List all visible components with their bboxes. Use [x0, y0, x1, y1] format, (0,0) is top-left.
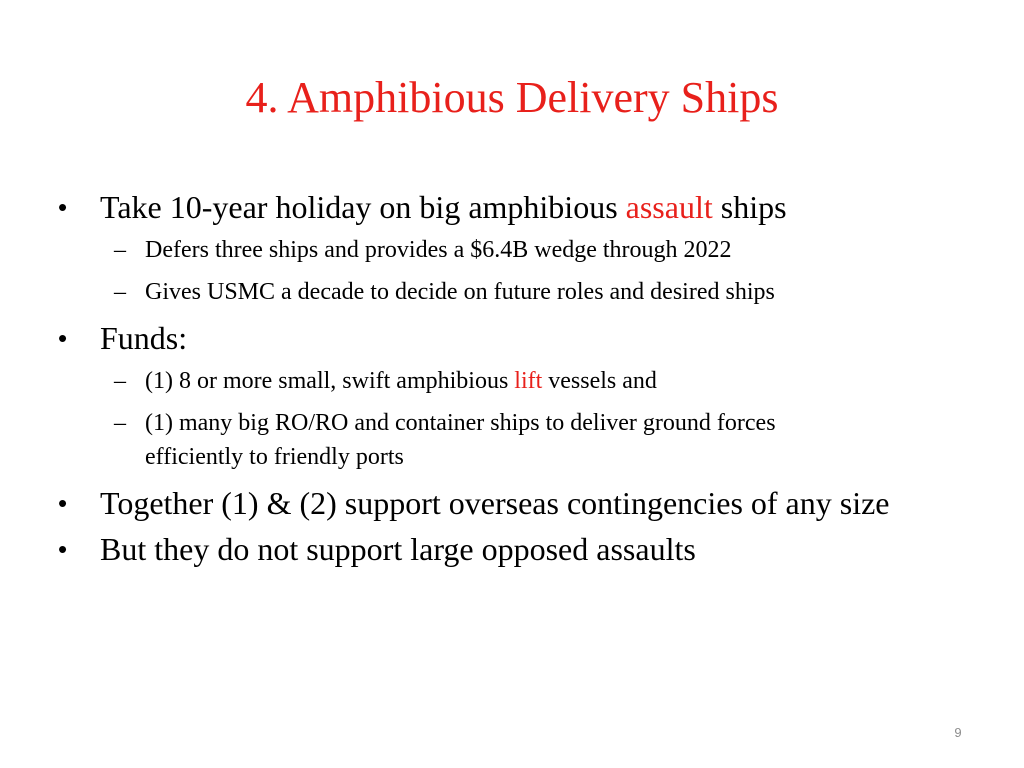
- page-number: 9: [954, 725, 962, 740]
- sub-bullet-text: vessels and: [542, 368, 657, 394]
- highlight-word: assault: [625, 189, 713, 225]
- bullet-text: ships: [712, 189, 787, 225]
- dash-icon: –: [114, 237, 126, 263]
- bullet-text: Funds:: [100, 320, 188, 356]
- slide-content: [58, 187, 978, 575]
- bullet-item: [58, 318, 978, 358]
- bullet-dot-icon: •: [58, 323, 68, 353]
- sub-bullet-text: Gives USMC a decade to decide on future roles and desired ships: [145, 279, 775, 305]
- bullet-text: Take 10-year holiday on big amphibious: [100, 189, 626, 225]
- sub-bullet-item: [58, 406, 978, 474]
- bullet-dot-icon: •: [58, 534, 68, 564]
- sub-bullet-item: [58, 364, 978, 398]
- bullet-dot-icon: •: [58, 488, 68, 518]
- dash-icon: –: [114, 368, 126, 394]
- sub-bullet-item: [58, 275, 978, 309]
- bullet-item: [58, 187, 978, 227]
- sub-bullet-text: (1) many big RO/RO and container ships to deliver ground forces: [145, 410, 776, 436]
- sub-bullet-text: Defers three ships and provides a $6.4B wedge through 2022: [145, 237, 732, 263]
- highlight-word: lift: [514, 368, 543, 394]
- bullet-text: But they do not support large opposed assaults: [100, 531, 696, 567]
- bullet-item: [58, 483, 978, 523]
- bullet-text: Together (1) & (2) support overseas contingencies of any size: [100, 485, 890, 521]
- bullet-item: [58, 529, 978, 569]
- slide-title: 4. Amphibious Delivery Ships: [245, 73, 779, 122]
- sub-bullet-text-continued: efficiently to friendly ports: [145, 444, 404, 470]
- sub-bullet-item: [58, 233, 978, 267]
- dash-icon: –: [114, 279, 126, 305]
- bullet-dot-icon: •: [58, 192, 68, 222]
- dash-icon: –: [114, 410, 126, 436]
- sub-bullet-text: (1) 8 or more small, swift amphibious: [145, 368, 515, 394]
